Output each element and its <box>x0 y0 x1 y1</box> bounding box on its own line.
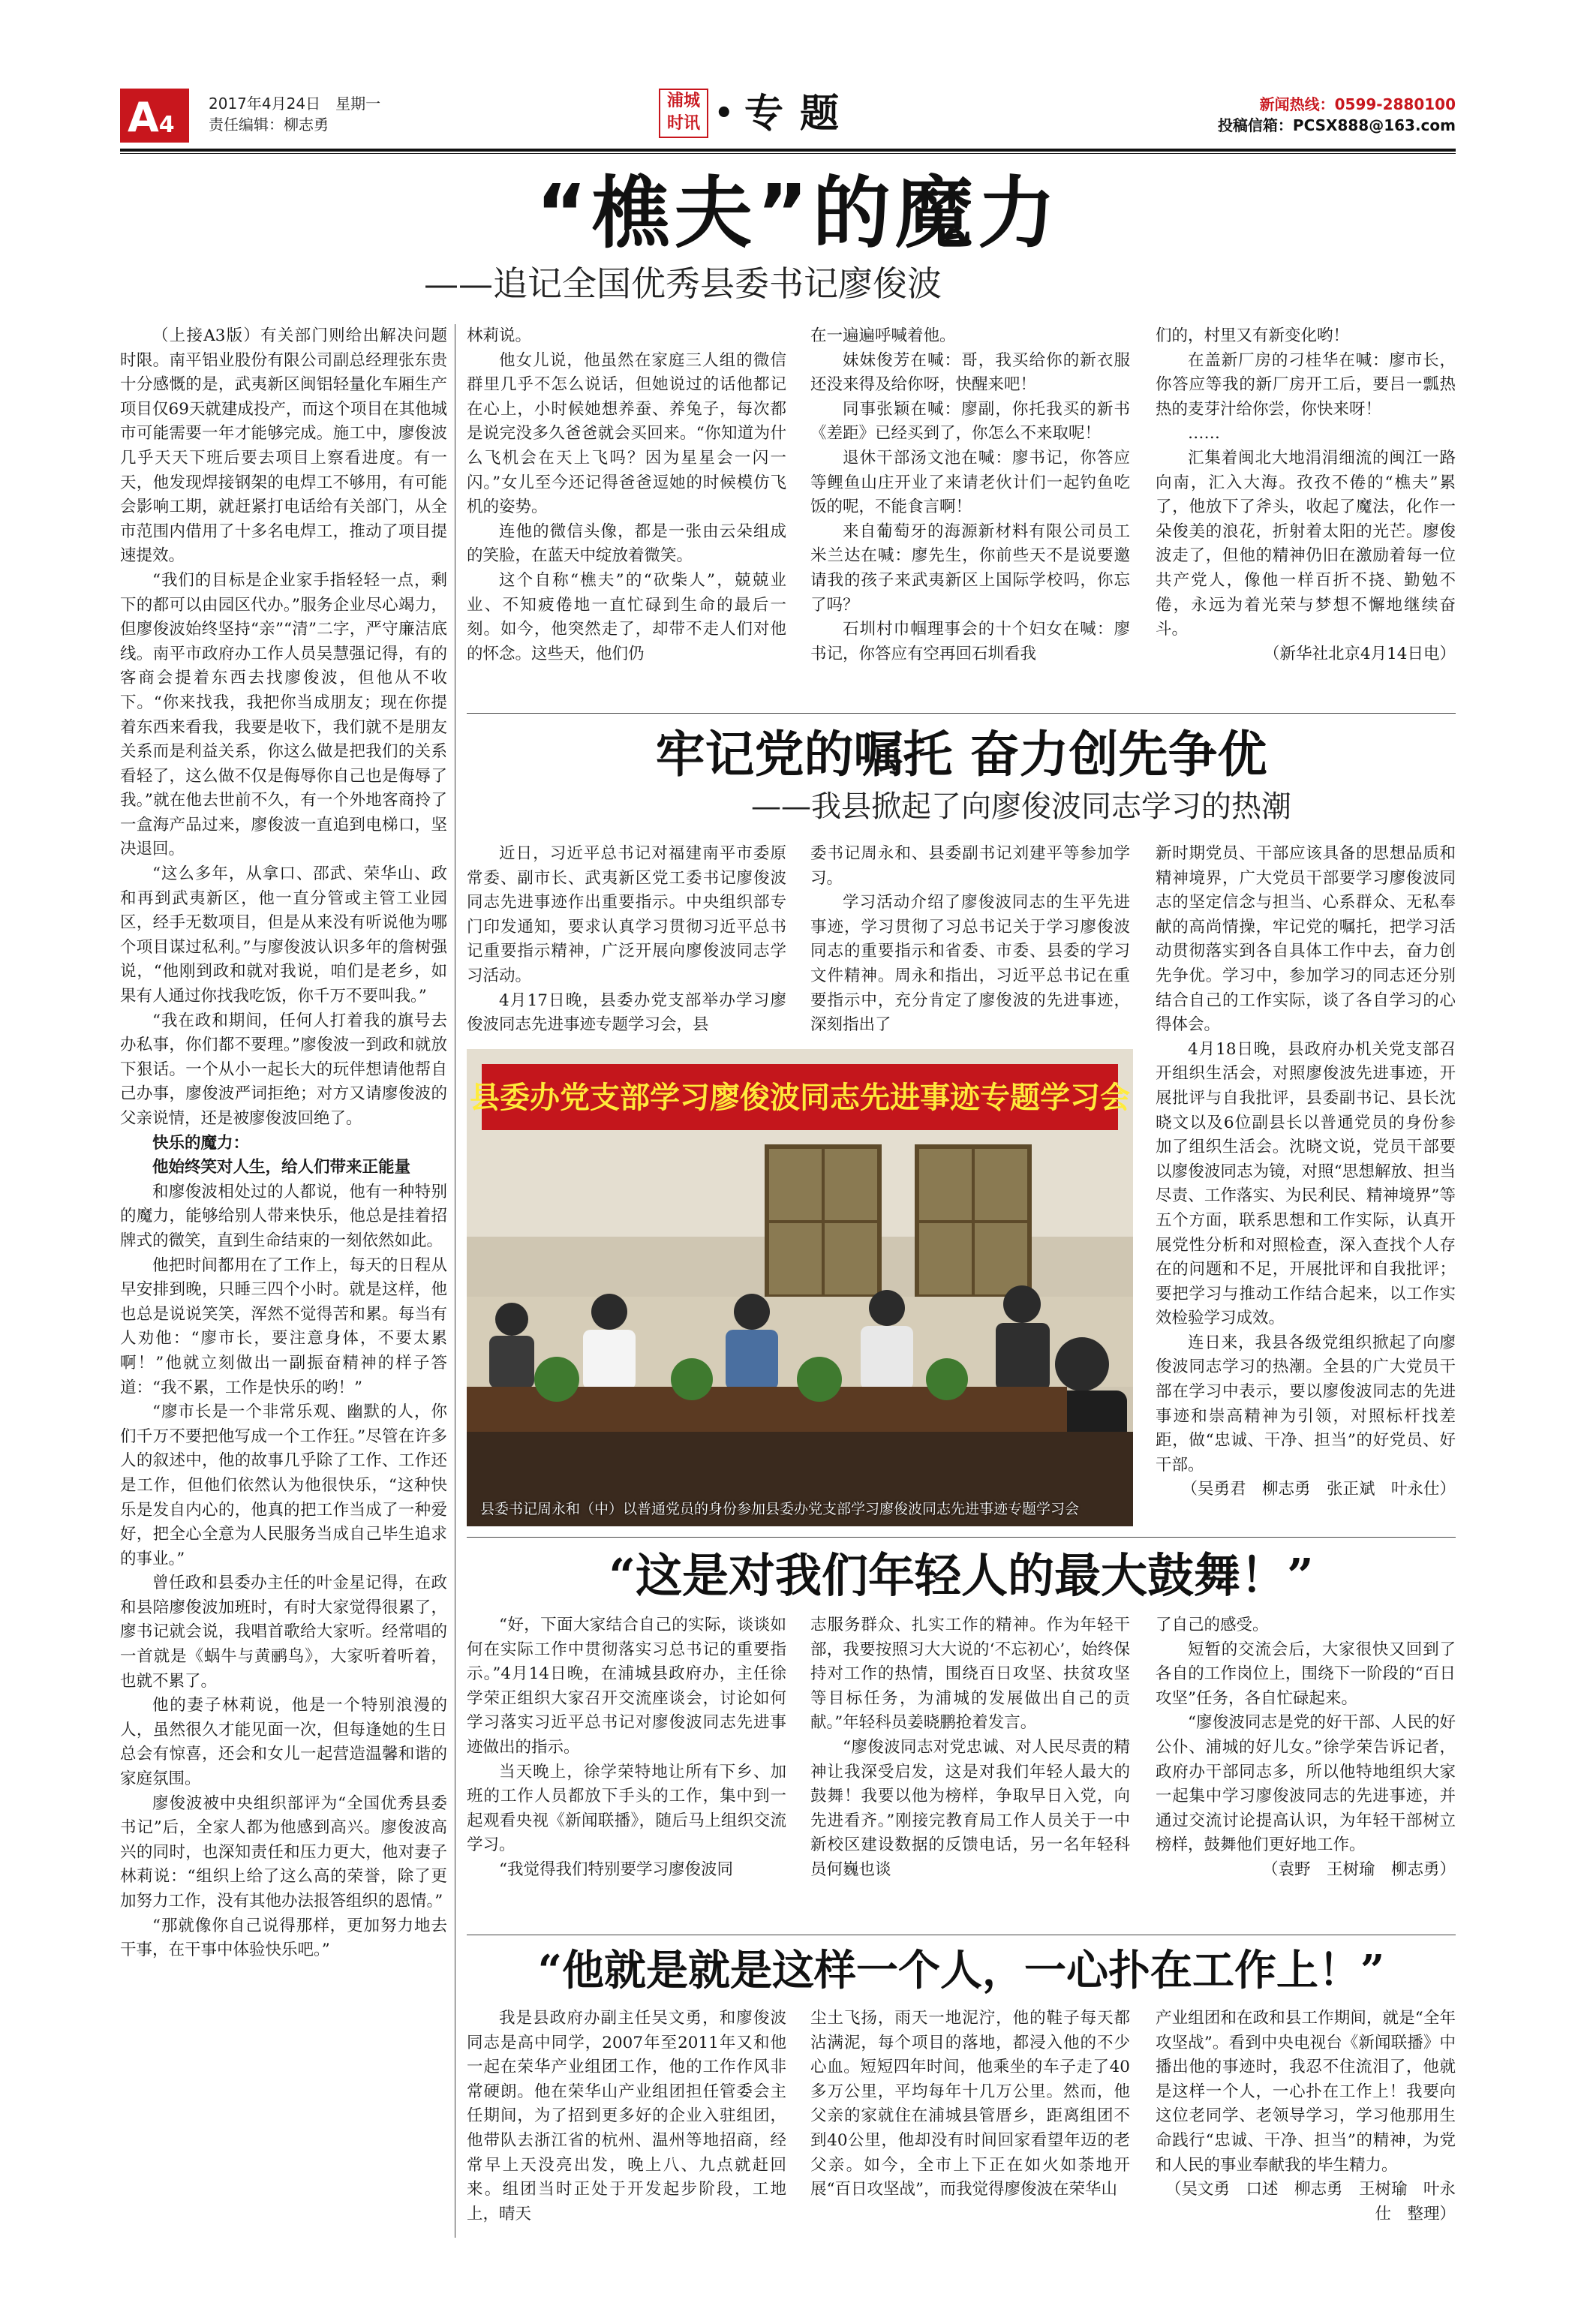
paragraph: “我觉得我们特别要学习廖俊波同 <box>499 1860 733 1879</box>
paragraph: 委书记周永和、县委副书记刘建平等参加学习。 <box>810 844 1130 888</box>
paragraph: 学习活动介绍了廖俊波同志的生平先进事迹，学习贯彻了习总书记关于学习廖俊波同志的重要指示和省委、市委、县委的学习文件精神。周永和指出，习近平总书记在重要指示中，充分肯定了廖俊波的先进事迹，深刻指出了 <box>810 893 1130 1035</box>
paragraph: “这么多年，从拿口、邵武、荣华山、政和再到武夷新区，他一直分管或主管工业园区，经手无数项目，但是从来没有听说他为哪个项目谋过私利。”与廖俊波认识多年的詹树强说，“他刚到政和就对我说，咱们是老乡，如果有人通过你找我吃饭，你千万不要叫我。” <box>120 864 447 1006</box>
paragraph: 连他的微信头像，都是一张由云朵组成的笑脸，在蓝天中绽放着微笑。 <box>467 522 786 566</box>
byline: （吴勇君 柳志勇 张正斌 叶永仕） <box>1181 1480 1456 1499</box>
news-hotline: 新闻热线：0599-2880100 <box>1259 95 1456 113</box>
paragraph: 同事张颖在喊：廖副，你托我买的新书《差距》已经买到了，你怎么不来取呢！ <box>810 399 1130 443</box>
section-name: 专题 <box>744 92 856 137</box>
paragraph: 4月17日晚，县委办党支部举办学习廖俊波同志先进事迹专题学习会，县 <box>467 991 786 1035</box>
article3-column3 <box>810 1613 1130 1929</box>
byline: （新华社北京4月14日电） <box>1263 644 1456 663</box>
paragraph: “廖市长是一个非常乐观、幽默的人，你们千万不要把他写成一个工作狂。”尽管在许多人的叙述中，他的故事几乎除了工作、工作还是工作，但他们依然认为他很快乐，“这种快乐是发自内心的，他真的把工作当成了一种爱好，把全心全意为人民服务当成自己毕生追求的事业。” <box>120 1403 447 1568</box>
article4-title: “他就是就是这样一个人，一心扑在工作上！” <box>537 1946 1385 1995</box>
section-heading: 快乐的魔力： <box>152 1133 250 1153</box>
paragraph: 尘土飞扬，雨天一地泥泞，他的鞋子每天都沾满泥，每个项目的落地，都浸入他的不少心血。短短四年时间，他乘坐的车子走了40多万公里，平均每年十几万公里。然而，他父亲的家就住在浦城县管厝乡，距离组团不到40公里，他却没有时间回家看望年迈的老父亲。如今，全市上下正在如火如荼地开展“百日攻坚战”，而我觉得廖俊波在荣华山 <box>810 2009 1130 2199</box>
meeting-photo <box>467 1049 1133 1526</box>
paragraph: 在盖新厂房的刁桂华在喊：廖市长，你答应等我的新厂房开工后，要吕一瓢热热的麦芽汁给你尝，你快来呀！ <box>1156 350 1456 419</box>
article1-column1 <box>120 324 447 2238</box>
article3-title: “这是对我们年轻人的最大鼓舞！” <box>609 1548 1314 1603</box>
section-subheading: 他始终笑对人生，给人们带来正能量 <box>152 1158 411 1177</box>
paragraph: 短暂的交流会后，大家很快又回到了各自的工作岗位上，围绕下一阶段的“百日攻坚”任务，各自忙碌起来。 <box>1156 1640 1456 1708</box>
paragraph: 来自葡萄牙的海源新材料有限公司员工米兰达在喊：廖先生，你前些天不是说要邀请我的孩子来武夷新区上国际学校吗，你忘了吗？ <box>810 522 1130 615</box>
meeting-photo-illustration <box>467 1049 1133 1526</box>
article2-title: 牢记党的嘱托 奋力创先争优 <box>655 725 1267 783</box>
article2-column3 <box>810 842 1130 1046</box>
paragraph: 了自己的感受。 <box>1156 1616 1269 1634</box>
logo-line2: 时讯 <box>666 114 700 133</box>
photo-banner-text: 县委办党支部学习廖俊波同志先进事迹专题学习会 <box>470 1081 1130 1115</box>
section-dot: • <box>714 96 734 131</box>
paragraph: 他的妻子林莉说，他是一个特别浪漫的人，虽然很久才能见面一次，但每逢她的生日总会有惊喜，还会和女儿一起营造温馨和谐的家庭氛围。 <box>120 1696 447 1789</box>
paragraph: 志服务群众、扎实工作的精神。作为年轻干部，我要按照习大大说的‘不忘初心’，始终保持对工作的热情，围绕百日攻坚、扶贫攻坚等目标任务，为浦城的发展做出自己的贡献。”年轻科员姜晓鹏抢着发言。 <box>810 1616 1130 1733</box>
page-header <box>120 89 1456 149</box>
paragraph: 汇集着闽北大地涓涓细流的闽江一路向南，汇入大海。孜孜不倦的“樵夫”累了，他放下了斧头，收起了魔法，化作一朵俊美的浪花，折射着太阳的光芒。廖俊波走了，但他的精神仍旧在激励着每一位共产党人，像他一样百折不挠、勤勉不倦，永远为着光荣与梦想不懈地继续奋斗。 <box>1156 448 1456 639</box>
paragraph: 曾任政和县委办主任的叶金星记得，在政和县陪廖俊波加班时，有时大家觉得很累了，廖书记就会说，我唱首歌给大家听。经常唱的一首就是《蜗牛与黄鹂鸟》，大家听着听着，也就不累了。 <box>120 1574 447 1691</box>
article4-column2 <box>467 2007 786 2244</box>
paragraph: “我们的目标是企业家手指轻轻一点，剩下的都可以由园区代办。”服务企业尽心竭力，但廖俊波始终坚持“亲”“清”二字，严守廉洁底线。南平市政府办工作人员吴慧强记得，有的客商会提着东西去找廖俊波，但他从不收下。“你来找我，我把你当成朋友；现在你提着东西来看我，我要是收下，我们就不是朋友关系而是利益关系，你这么做是把我们的关系看轻了，这么做不仅是侮辱你自己也是侮辱了我。”就在他去世前不久，有一个外地客商拎了一盒海产品过来，廖俊波一直追到电梯口，坚决退回。 <box>120 570 447 859</box>
paragraph: 林莉说。 <box>467 326 532 345</box>
paragraph: 他把时间都用在了工作上，每天的日程从早安排到晚，只睡三四个小时。就是这样，他也总是说说笑笑，浑然不觉得苦和累。每当有人劝他：“廖市长，要注意身体，不要太累啊！”他就立刻做出一副振奋精神的样子答道：“我不累，工作是快乐的哟！” <box>120 1255 447 1397</box>
paragraph: （上接A3版）有关部门则给出解决问题时限。南平铝业股份有限公司副总经理张东贵十分感慨的是，武夷新区闽铝轻量化车厢生产项目仅69天就建成投产，而这个项目在其他城市可能需要一年才能够完成。施工中，廖俊波几乎天天下班后要去项目上察看进度。有一天，他发现焊接钢架的电焊工不够用，有可能会影响工期，就赶紧打电话给有关部门，从全市范围内借用了十多名电焊工，推动了项目提速提效。 <box>120 326 447 566</box>
page-digit: 4 <box>158 112 175 138</box>
newspaper-logo <box>659 89 708 138</box>
byline: （吴文勇 口述 柳志勇 王树瑜 叶永仕 整理） <box>1165 2180 1456 2223</box>
paragraph: 退休干部汤文池在喊：廖书记，你答应等鲤鱼山庄开业了来请老伙计们一起钓鱼吃饭的呢，不能食言啊！ <box>810 448 1130 517</box>
issue-date: 2017年4月24日 星期一 <box>209 95 381 113</box>
header-rule <box>120 149 1456 152</box>
paragraph: 我是县政府办副主任吴文勇，和廖俊波同志是高中同学，2007年至2011年又和他一起在荣华产业组团工作，他的工作作风非常硬朗。他在荣华山产业组团担任管委会主任期间，为了招到更多好的企业入驻组团，他带队去浙江省的杭州、温州等地招商，经常早上天没亮出发，晚上八、九点就赶回来。组团当时正处于开发起步阶段，工地上，晴天 <box>467 2009 786 2223</box>
paragraph: “廖俊波同志是党的好干部、人民的好公仆、浦城的好儿女。”徐学荣告诉记者，政府办干部同志多，所以他特地组织大家一起集中学习廖俊波同志的先进事迹，并通过交流讨论提高认识，为年轻干部树立榜样，鼓舞他们更好地工作。 <box>1156 1713 1456 1855</box>
article2-column2 <box>467 842 786 1046</box>
paragraph: 廖俊波被中央组织部评为“全国优秀县委书记”后，全家人都为他感到高兴。廖俊波高兴的同时，也深知责任和压力更大，他对妻子林莉说：“组织上给了这么高的荣誉，除了更加努力工作，没有其他办法报答组织的恩情。” <box>120 1793 447 1911</box>
article4-column4 <box>1156 2007 1456 2244</box>
paragraph: 他女儿说，他虽然在家庭三人组的微信群里几乎不怎么说话，但她说过的话他都记在心上，小时候她想养蚕、养兔子，每次都是说完没多久爸爸就会买回来。“你知道为什么飞机会在天上飞吗？因为星星会一闪一闪。”女儿至今还记得爸爸逗她的时候模仿飞机的姿势。 <box>467 350 786 517</box>
byline: （袁野 王树瑜 柳志勇） <box>1261 1860 1456 1879</box>
paragraph: 这个自称“樵夫”的“砍柴人”，兢兢业业、不知疲倦地一直忙碌到生命的最后一刻。如今，他突然走了，却带不走人们对他的怀念。这些天，他们仍 <box>467 570 786 663</box>
submission-email: 投稿信箱：PCSX888@163.com <box>1217 116 1456 134</box>
article4-column3 <box>810 2007 1130 2244</box>
article3-column4 <box>1156 1613 1456 1929</box>
paragraph: 当天晚上，徐学荣特地让所有下乡、加班的工作人员都放下手头的工作，集中到一起观看央视《新闻联播》，随后马上组织交流学习。 <box>467 1762 786 1855</box>
page-number-badge <box>120 89 189 143</box>
page-letter: A <box>128 94 159 141</box>
paragraph: 们的，村里又有新变化哟！ <box>1156 326 1350 345</box>
section-divider <box>467 1537 1456 1538</box>
paragraph: 在一遍遍呼喊着他。 <box>810 326 956 345</box>
photo-caption: 县委书记周永和（中）以普通党员的身份参加县委办党支部学习廖俊波同志先进事迹专题学习会 <box>480 1501 1080 1517</box>
paragraph: 4月18日晚，县政府办机关党支部召开组织生活会，对照廖俊波先进事迹，开展批评与自我批评，县委副书记、县长沈晓文以及6位副县长以普通党员的身份参加了组织生活会。沈晓文说，党员干部要以廖俊波同志为镜，对照“思想解放、担当尽责、工作落实、为民利民、精神境界”等五个方面，联系思想和工作实际，认真开展党性分析和对照检查，深入查找个人存在的问题和不足，开展批评和自我批评；要把学习与推动工作结合起来，以工作实效检验学习成效。 <box>1156 1039 1456 1328</box>
article1-column2 <box>467 324 786 707</box>
paragraph: 和廖俊波相处过的人都说，他有一种特别的魔力，能够给别人带来快乐，他总是挂着招牌式的微笑，直到生命结束的一刻依然如此。 <box>120 1182 447 1250</box>
article2-column4 <box>1156 842 1456 1532</box>
paragraph: 石圳村巾帼理事会的十个妇女在喊：廖书记，你答应有空再回石圳看我 <box>810 620 1130 663</box>
paragraph: “那就像你自己说得那样，更加努力地去干事，在干事中体验快乐吧。” <box>120 1916 447 1960</box>
paragraph: 连日来，我县各级党组织掀起了向廖俊波同志学习的热潮。全县的广大党员干部在学习中表示，要以廖俊波同志的先进事迹和崇高精神为引领，对照标杆找差距，做“忠诚、干净、担当”的好党员、好干部。 <box>1156 1333 1456 1475</box>
page-editor: 责任编辑：柳志勇 <box>209 116 329 134</box>
section-divider <box>467 713 1456 714</box>
article1-column3 <box>810 324 1130 707</box>
paragraph: 近日，习近平总书记对福建南平市委原常委、副市长、武夷新区党工委书记廖俊波同志先进事迹作出重要指示。中央组织部专门印发通知，要求认真学习贯彻习近平总书记重要指示精神，广泛开展向廖俊波同志学习活动。 <box>467 844 786 985</box>
article3-column2 <box>467 1613 786 1929</box>
paragraph: 妹妹俊芳在喊：哥，我买给你的新衣服还没来得及给你呀，快醒来吧！ <box>810 350 1130 395</box>
paragraph: “好，下面大家结合自己的实际，谈谈如何在实际工作中贯彻落实习总书记的重要指示。”4月14日晚，在浦城县政府办，主任徐学荣正组织大家召开交流座谈会，讨论如何学习落实习近平总书记对廖俊波同志先进事迹做出的指示。 <box>467 1616 786 1757</box>
article1-column4 <box>1156 324 1456 707</box>
paragraph: 产业组团和在政和县工作期间，就是“全年攻坚战”。看到中央电视台《新闻联播》中播出他的事迹时，我忍不住流泪了，他就是这样一个人，一心扑在工作上！我要向这位老同学、老领导学习，学习他那用生命践行“忠诚、干净、担当”的精神，为党和人民的事业奉献我的毕生精力。 <box>1156 2009 1456 2175</box>
logo-line1: 浦城 <box>666 92 700 110</box>
article1-subtitle: ——追记全国优秀县委书记廖俊波 <box>424 263 942 304</box>
header-rule-thin <box>120 153 1456 154</box>
article1-title: “樵夫”的魔力 <box>536 167 1060 259</box>
paragraph: “廖俊波同志对党忠诚、对人民尽责的精神让我深受启发，这是对我们年轻人最大的鼓舞！我要以他为榜样，争取早日入党，向先进看齐。”刚接完教育局工作人员关于一中新校区建设数据的反馈电话，另一名年轻科员何巍也谈 <box>810 1737 1130 1879</box>
paragraph: 新时期党员、干部应该具备的思想品质和精神境界，广大党员干部要学习廖俊波同志的坚定信念与担当、心系群众、无私奉献的高尚情操，牢记党的嘱托，把学习活动贯彻落实到各自具体工作中去，奋力创先争优。学习中，参加学习的同志还分别结合自己的工作实际，谈了各自学习的心得体会。 <box>1156 844 1456 1035</box>
paragraph: …… <box>1188 424 1220 443</box>
article2-subtitle: ——我县掀起了向廖俊波同志学习的热潮 <box>751 789 1291 824</box>
paragraph: “我在政和期间，任何人打着我的旗号去办私事，你们都不要理。”廖俊波一到政和就放下狠话。一个从小一起长大的玩伴想请他帮自己办事，廖俊波严词拒绝；对方又请廖俊波的父亲说情，还是被廖俊波回绝了。 <box>120 1011 447 1128</box>
